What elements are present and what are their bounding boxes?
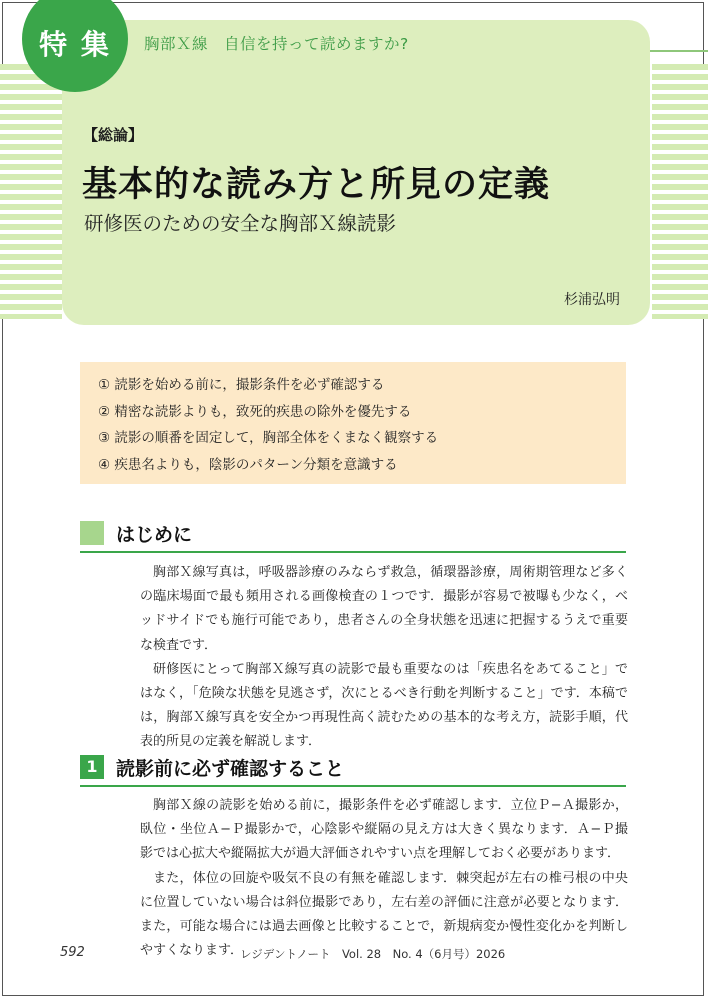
key-point: ④ 疾患名よりも，陰影のパターン分類を意識する bbox=[98, 456, 398, 473]
section-title: はじめに bbox=[116, 524, 193, 546]
section-number: 1 bbox=[80, 755, 104, 779]
article-category: 【総論】 bbox=[83, 126, 144, 144]
paragraph: 胸部Ｘ線写真は，呼吸器診療のみならず救急，循環器診療，周術期管理など多くの臨床場面で最も頻用される画像検査の１つです．撮影が容易で被曝も少なく，ベッドサイドでも施行可能であり，患者さんの全身状態を迅速に把握するうえで重要な検査です． bbox=[140, 565, 628, 653]
section-heading-intro bbox=[80, 521, 626, 553]
key-points-box bbox=[80, 362, 626, 484]
article-author: 杉浦弘明 bbox=[564, 292, 620, 308]
key-point: ① 読影を始める前に，撮影条件を必ず確認する bbox=[98, 377, 385, 393]
article-subtitle: 研修医のための安全な胸部Ｘ線読影 bbox=[84, 212, 397, 235]
section-heading-1 bbox=[80, 755, 626, 787]
key-point: ② 精密な読影よりも，致死的疾患の除外を優先する bbox=[98, 403, 412, 420]
paragraph: また，体位の回旋や吸気不良の有無を確認します．棘突起が左右の椎弓根の中央に位置していない場合は斜位撮影であり，左右差の評価に注意が必要となります．また，可能な場合には過去画像と比較することで，新規病変か慢性変化かを判断しやすくなります． bbox=[140, 870, 628, 959]
magazine-info: レジデントノート Vol. 28 No. 4（6月号）2026 bbox=[240, 947, 506, 961]
article-title: 基本的な読み方と所見の定義 bbox=[82, 165, 551, 205]
paragraph: 研修医にとって胸部Ｘ線写真の読影で最も重要なのは「疾患名をあてること」ではなく，「危険な状態を見逃さず，次にとるべき行動を判断すること」です．本稿では，胸部Ｘ線写真を安全かつ再現性高く読むための基本的な考え方，読影手順，代表的所見の定義を解説します． bbox=[140, 661, 628, 750]
section-marker bbox=[80, 521, 104, 545]
paragraph: 胸部Ｘ線の読影を始める前に，撮影条件を必ず確認します．立位Ｐ−Ａ撮影か，臥位・坐位Ａ−Ｐ撮影かで，心陰影や縦隔の見え方は大きく異なります．Ａ−Ｐ撮影では心拡大や縦隔拡大が過大評価されやすい点を理解しておく必要があります． bbox=[140, 798, 628, 862]
section-body-1 bbox=[140, 794, 628, 963]
decorative-stripes-right bbox=[652, 64, 708, 319]
section-title: 読影前に必ず確認すること bbox=[116, 758, 345, 780]
section-body-intro bbox=[140, 561, 628, 755]
page-number: 592 bbox=[60, 945, 85, 960]
decorative-stripes-left bbox=[0, 64, 62, 319]
feature-title: 胸部Ｘ線 自信を持って読めますか? bbox=[144, 35, 409, 53]
key-point: ③ 読影の順番を固定して，胸部全体をくまなく観察する bbox=[98, 430, 439, 446]
feature-badge: 特 集 bbox=[22, 0, 128, 92]
